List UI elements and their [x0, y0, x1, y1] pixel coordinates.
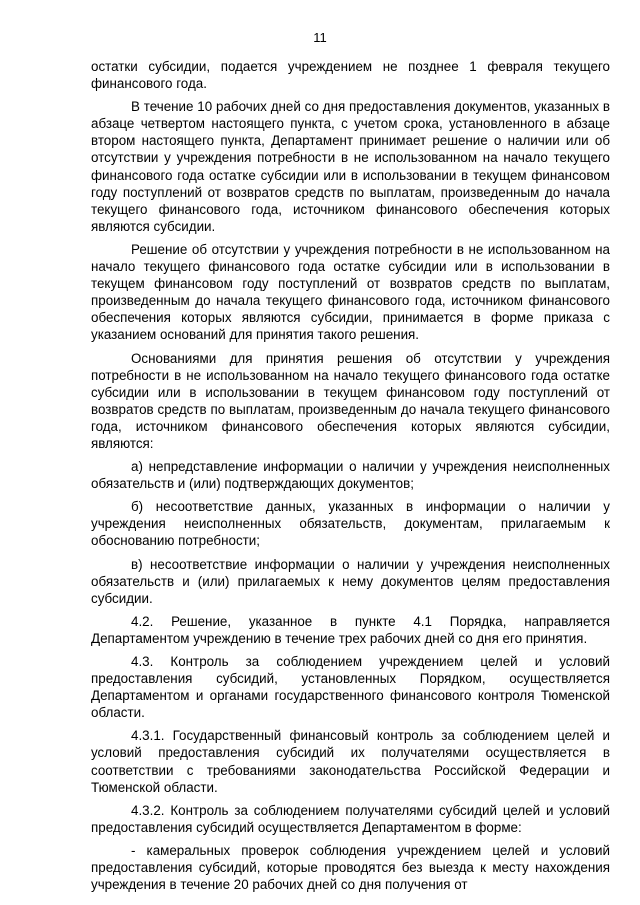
paragraph-ground-c: в) несоответствие информации о наличии у учреждения неисполненных обязательств и (или) прилагаемых к нему документов целям предоставления субсидии.: [91, 556, 610, 606]
paragraph-4-3: 4.3. Контроль за соблюдением учреждением целей и условий предоставления субсидий, установленных Порядком, осуществляется Департаментом и органами государственного финансового контроля Тюменской области.: [91, 654, 610, 721]
paragraph-grounds: Основаниями для принятия решения об отсутствии у учреждения потребности в не использованном на начало текущего финансового года остатке субсидии или в использовании в текущем финансовом году поступлений от возвратов средств по выплатам, произведенным до начала текущего финансового года, источником финансового обеспечения которых являются субсидии, являются:: [91, 350, 610, 451]
paragraph-decision-term: В течение 10 рабочих дней со дня предоставления документов, указанных в абзаце четвертом настоящего пункта, с учетом срока, установленного в абзаце втором настоящего пункта, Департамент принимает решение о наличии или об отсутствии у учреждения потребности в не использованном на начало текущего финансового года остатке субсидии или в использовании в текущем финансовом году поступлений от возвратов средств по выплатам, произведенным до начала текущего финансового года, источником финансового обеспечения которых являются субсидии.: [91, 99, 610, 234]
paragraph-ground-b: б) несоответствие данных, указанных в информации о наличии у учреждения неисполненных обязательств, документам, прилагаемым к обоснованию потребности;: [91, 499, 610, 549]
paragraph-4-3-2: 4.3.2. Контроль за соблюдением получателями субсидий целей и условий предоставления субсидий осуществляется Департаментом в форме:: [91, 802, 610, 835]
paragraph-continuation: остатки субсидии, подается учреждением не позднее 1 февраля текущего финансового года.: [91, 59, 610, 92]
page-number: 11: [313, 30, 327, 45]
paragraph-4-2: 4.2. Решение, указанное в пункте 4.1 Порядка, направляется Департаментом учреждению в течение трех рабочих дней со дня его принятия.: [91, 613, 610, 646]
paragraph-ground-a: а) непредставление информации о наличии у учреждения неисполненных обязательств и (или) подтверждающих документов;: [91, 459, 610, 492]
document-body: [91, 58, 610, 899]
paragraph-absence-decision: Решение об отсутствии у учреждения потребности в не использованном на начало текущего финансового года остатке субсидии или в использовании в текущем финансовом году поступлений от возвратов средств по выплатам, произведенным до начала текущего финансового года, источником финансового обеспечения которых являются субсидии, принимается в форме приказа с указанием оснований для принятия такого решения.: [91, 241, 610, 343]
paragraph-desk-audits: - камеральных проверок соблюдения учреждением целей и условий предоставления субсидий, которые проводятся без выезда к месту нахождения учреждения в течение 20 рабочих дней со дня получения от: [91, 842, 610, 893]
paragraph-4-3-1: 4.3.1. Государственный финансовый контроль за соблюдением целей и условий предоставления субсидий их получателями осуществляется в соответствии с требованиями законодательства Российской Федерации и Тюменской области.: [91, 728, 610, 795]
